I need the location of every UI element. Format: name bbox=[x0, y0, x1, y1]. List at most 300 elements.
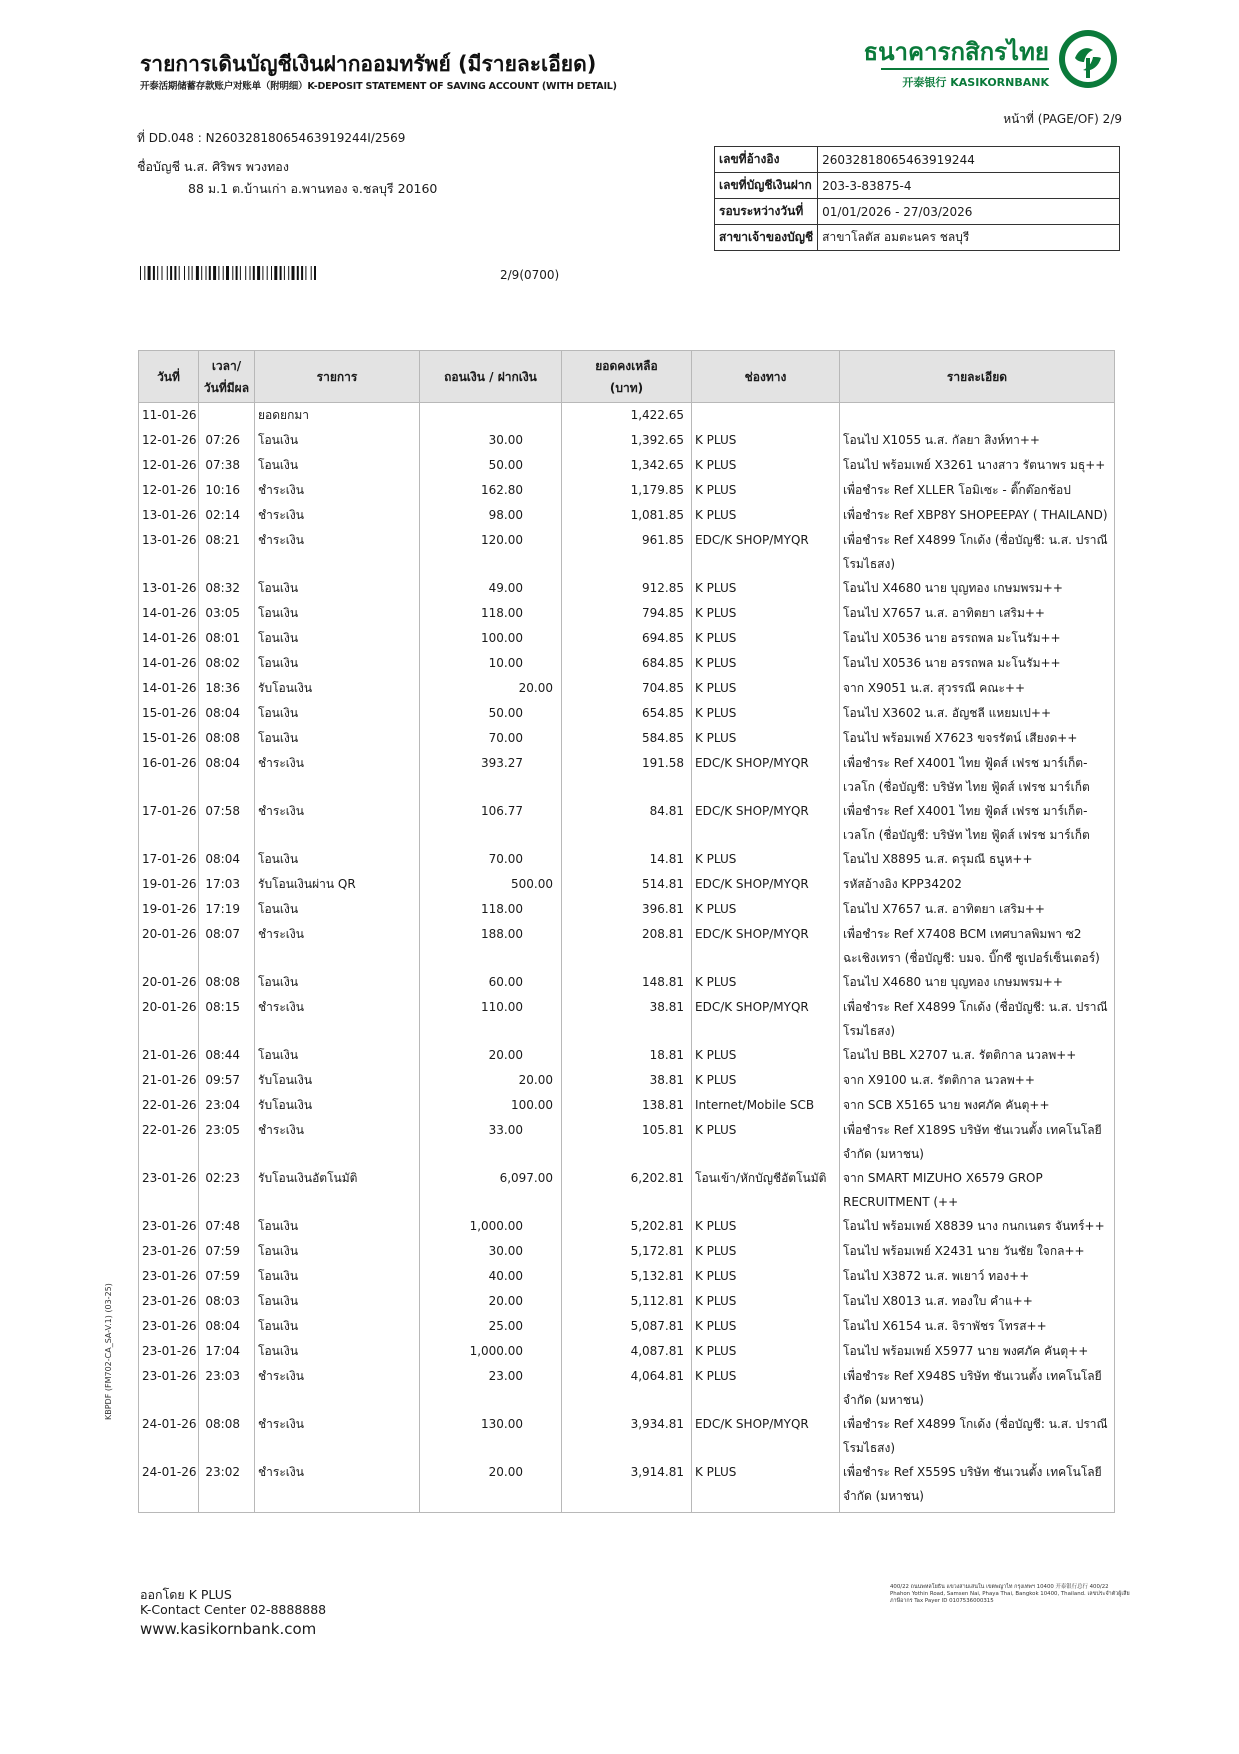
cell-detail: รหัสอ้างอิง KPP34202 bbox=[840, 872, 1115, 897]
cell-time: 08:32 bbox=[199, 576, 255, 601]
issued-by: ออกโดย K PLUS bbox=[140, 1587, 232, 1602]
cell-channel: EDC/K SHOP/MYQR bbox=[692, 872, 840, 897]
table-row bbox=[139, 1239, 1115, 1264]
cell-balance: 84.81 bbox=[562, 799, 692, 847]
cell-channel: EDC/K SHOP/MYQR bbox=[692, 528, 840, 576]
table-row bbox=[139, 1314, 1115, 1339]
cell-description: โอนเงิน bbox=[255, 1214, 420, 1239]
cell-amount: 49.00 bbox=[420, 576, 562, 601]
cell-description: โอนเงิน bbox=[255, 1264, 420, 1289]
cell-description: ชำระเงิน bbox=[255, 995, 420, 1043]
cell-amount: 50.00 bbox=[420, 701, 562, 726]
cell-description: รับโอนเงิน bbox=[255, 676, 420, 701]
cell-balance: 148.81 bbox=[562, 970, 692, 995]
cell-detail: โอนไป X8013 น.ส. ทองใบ คำแ++ bbox=[840, 1289, 1115, 1314]
table-row bbox=[139, 453, 1115, 478]
logo-english-name: 开泰银行 KASIKORNBANK bbox=[902, 76, 1049, 89]
cell-amount: 30.00 bbox=[420, 1239, 562, 1264]
table-row bbox=[139, 1093, 1115, 1118]
cell-description: ชำระเงิน bbox=[255, 1118, 420, 1166]
cell-description: ชำระเงิน bbox=[255, 922, 420, 970]
cell-time: 08:07 bbox=[199, 922, 255, 970]
table-row bbox=[139, 478, 1115, 503]
cell-amount: 50.00 bbox=[420, 453, 562, 478]
cell-balance: 5,087.81 bbox=[562, 1314, 692, 1339]
table-row bbox=[139, 528, 1115, 576]
cell-date: 23-01-26 bbox=[139, 1289, 199, 1314]
cell-date: 19-01-26 bbox=[139, 897, 199, 922]
cell-date: 19-01-26 bbox=[139, 872, 199, 897]
cell-balance: 5,112.81 bbox=[562, 1289, 692, 1314]
cell-channel: K PLUS bbox=[692, 1289, 840, 1314]
cell-channel: K PLUS bbox=[692, 651, 840, 676]
header-description: รายการ bbox=[255, 351, 420, 403]
info-value: สาขาโลตัส อมตะนคร ชลบุรี bbox=[818, 225, 1120, 251]
cell-channel: K PLUS bbox=[692, 970, 840, 995]
cell-time: 08:04 bbox=[199, 751, 255, 799]
cell-amount: 500.00 bbox=[420, 872, 562, 897]
cell-amount: 110.00 bbox=[420, 995, 562, 1043]
cell-description: ชำระเงิน bbox=[255, 478, 420, 503]
cell-amount: 120.00 bbox=[420, 528, 562, 576]
cell-description: ชำระเงิน bbox=[255, 751, 420, 799]
cell-date: 20-01-26 bbox=[139, 922, 199, 970]
cell-time: 02:14 bbox=[199, 503, 255, 528]
cell-time: 08:15 bbox=[199, 995, 255, 1043]
cell-balance: 1,342.65 bbox=[562, 453, 692, 478]
cell-channel: K PLUS bbox=[692, 601, 840, 626]
cell-detail: โอนไป พร้อมเพย์ X3261 นางสาว รัตนาพร มธุ++ bbox=[840, 453, 1115, 478]
table-row bbox=[139, 428, 1115, 453]
table-row bbox=[139, 922, 1115, 970]
cell-date: 23-01-26 bbox=[139, 1314, 199, 1339]
cell-channel: K PLUS bbox=[692, 897, 840, 922]
cell-time: 23:05 bbox=[199, 1118, 255, 1166]
cell-time: 07:38 bbox=[199, 453, 255, 478]
cell-description: ชำระเงิน bbox=[255, 1460, 420, 1513]
cell-detail: โอนไป X4680 นาย บุญทอง เกษมพรม++ bbox=[840, 970, 1115, 995]
cell-amount: 20.00 bbox=[420, 1460, 562, 1513]
table-row bbox=[139, 626, 1115, 651]
cell-channel: EDC/K SHOP/MYQR bbox=[692, 995, 840, 1043]
table-row bbox=[139, 1264, 1115, 1289]
table-row bbox=[139, 576, 1115, 601]
cell-amount: 70.00 bbox=[420, 847, 562, 872]
cell-balance: 514.81 bbox=[562, 872, 692, 897]
kbank-emblem-icon bbox=[1057, 28, 1119, 90]
cell-amount: 100.00 bbox=[420, 1093, 562, 1118]
header-detail: รายละเอียด bbox=[840, 351, 1115, 403]
cell-channel: EDC/K SHOP/MYQR bbox=[692, 751, 840, 799]
cell-detail: โอนไป X6154 น.ส. จิราพัชร โทรส++ bbox=[840, 1314, 1115, 1339]
cell-detail: เพื่อชำระ Ref X4899 โกเด้ง (ชื่อบัญชี: น.ส. ปราณี โรมไธสง) bbox=[840, 995, 1115, 1043]
cell-detail bbox=[840, 403, 1115, 429]
cell-balance: 38.81 bbox=[562, 995, 692, 1043]
cell-time: 08:21 bbox=[199, 528, 255, 576]
cell-amount: 118.00 bbox=[420, 601, 562, 626]
barcode-number: 2/9(0700) bbox=[500, 268, 560, 282]
cell-channel: K PLUS bbox=[692, 726, 840, 751]
cell-balance: 38.81 bbox=[562, 1068, 692, 1093]
cell-balance: 694.85 bbox=[562, 626, 692, 651]
cell-description: โอนเงิน bbox=[255, 453, 420, 478]
table-row bbox=[139, 726, 1115, 751]
cell-description: โอนเงิน bbox=[255, 726, 420, 751]
cell-description: ชำระเงิน bbox=[255, 503, 420, 528]
cell-channel: K PLUS bbox=[692, 428, 840, 453]
cell-amount: 130.00 bbox=[420, 1412, 562, 1460]
cell-detail: เพื่อชำระ Ref X4899 โกเด้ง (ชื่อบัญชี: น.ส. ปราณี โรมไธสง) bbox=[840, 1412, 1115, 1460]
page-indicator: หน้าที่ (PAGE/OF) 2/9 bbox=[1003, 112, 1122, 126]
table-row bbox=[139, 1068, 1115, 1093]
cell-amount: 188.00 bbox=[420, 922, 562, 970]
cell-time: 17:19 bbox=[199, 897, 255, 922]
cell-channel: K PLUS bbox=[692, 1214, 840, 1239]
table-row bbox=[139, 701, 1115, 726]
transaction-rows bbox=[139, 403, 1115, 1513]
cell-date: 17-01-26 bbox=[139, 847, 199, 872]
cell-balance: 6,202.81 bbox=[562, 1166, 692, 1214]
cell-date: 12-01-26 bbox=[139, 453, 199, 478]
statement-title: รายการเดินบัญชีเงินฝากออมทรัพย์ (มีรายละเอียด) bbox=[140, 52, 597, 76]
cell-time: 23:03 bbox=[199, 1364, 255, 1412]
cell-channel: K PLUS bbox=[692, 847, 840, 872]
cell-amount: 70.00 bbox=[420, 726, 562, 751]
cell-description: ชำระเงิน bbox=[255, 1412, 420, 1460]
cell-detail: จาก SMART MIZUHO X6579 GROP RECRUITMENT (++ bbox=[840, 1166, 1115, 1214]
cell-date: 11-01-26 bbox=[139, 403, 199, 429]
cell-channel: EDC/K SHOP/MYQR bbox=[692, 922, 840, 970]
cell-description: โอนเงิน bbox=[255, 651, 420, 676]
cell-balance: 3,914.81 bbox=[562, 1460, 692, 1513]
cell-description: โอนเงิน bbox=[255, 897, 420, 922]
cell-amount: 20.00 bbox=[420, 1068, 562, 1093]
table-row bbox=[139, 1118, 1115, 1166]
cell-date: 23-01-26 bbox=[139, 1239, 199, 1264]
cell-time: 08:04 bbox=[199, 1314, 255, 1339]
header-time: เวลา/ วันที่มีผล bbox=[199, 351, 255, 403]
cell-date: 24-01-26 bbox=[139, 1460, 199, 1513]
cell-description: โอนเงิน bbox=[255, 576, 420, 601]
cell-date: 24-01-26 bbox=[139, 1412, 199, 1460]
info-value: 203-3-83875-4 bbox=[818, 173, 1120, 199]
cell-balance: 1,179.85 bbox=[562, 478, 692, 503]
transaction-table bbox=[138, 350, 1115, 1513]
cell-time: 08:04 bbox=[199, 701, 255, 726]
cell-date: 12-01-26 bbox=[139, 478, 199, 503]
cell-balance: 794.85 bbox=[562, 601, 692, 626]
cell-balance: 584.85 bbox=[562, 726, 692, 751]
cell-channel: K PLUS bbox=[692, 1264, 840, 1289]
cell-description: โอนเงิน bbox=[255, 1043, 420, 1068]
cell-channel: K PLUS bbox=[692, 1314, 840, 1339]
cell-channel: Internet/Mobile SCB bbox=[692, 1093, 840, 1118]
cell-balance: 684.85 bbox=[562, 651, 692, 676]
cell-amount: 393.27 bbox=[420, 751, 562, 799]
cell-time bbox=[199, 403, 255, 429]
account-address: 88 ม.1 ต.บ้านเก่า อ.พานทอง จ.ชลบุรี 20160 bbox=[188, 181, 438, 196]
cell-channel: K PLUS bbox=[692, 453, 840, 478]
cell-time: 18:36 bbox=[199, 676, 255, 701]
cell-description: โอนเงิน bbox=[255, 428, 420, 453]
table-row bbox=[139, 1364, 1115, 1412]
cell-detail: จาก X9051 น.ส. สุวรรณี คณะ++ bbox=[840, 676, 1115, 701]
info-value: 26032818065463919244 bbox=[818, 147, 1120, 173]
info-row bbox=[715, 225, 1120, 251]
cell-balance: 1,422.65 bbox=[562, 403, 692, 429]
cell-description: รับโอนเงิน bbox=[255, 1093, 420, 1118]
cell-amount: 106.77 bbox=[420, 799, 562, 847]
cell-channel: K PLUS bbox=[692, 1043, 840, 1068]
cell-channel: K PLUS bbox=[692, 1118, 840, 1166]
cell-time: 08:02 bbox=[199, 651, 255, 676]
cell-balance: 654.85 bbox=[562, 701, 692, 726]
cell-date: 21-01-26 bbox=[139, 1068, 199, 1093]
cell-time: 02:23 bbox=[199, 1166, 255, 1214]
cell-detail: จาก SCB X5165 นาย พงศภัค คันตุ++ bbox=[840, 1093, 1115, 1118]
cell-detail: โอนไป X4680 นาย บุญทอง เกษมพรม++ bbox=[840, 576, 1115, 601]
barcode-icon bbox=[140, 266, 388, 280]
cell-date: 21-01-26 bbox=[139, 1043, 199, 1068]
cell-detail: โอนไป X1055 น.ส. กัลยา สิงห์ทา++ bbox=[840, 428, 1115, 453]
cell-balance: 4,087.81 bbox=[562, 1339, 692, 1364]
cell-date: 17-01-26 bbox=[139, 799, 199, 847]
table-row bbox=[139, 1043, 1115, 1068]
cell-date: 13-01-26 bbox=[139, 576, 199, 601]
cell-channel: K PLUS bbox=[692, 1068, 840, 1093]
cell-description: โอนเงิน bbox=[255, 626, 420, 651]
cell-description: ยอดยกมา bbox=[255, 403, 420, 429]
table-row bbox=[139, 1289, 1115, 1314]
cell-date: 14-01-26 bbox=[139, 676, 199, 701]
info-row bbox=[715, 173, 1120, 199]
cell-amount bbox=[420, 403, 562, 429]
cell-amount: 60.00 bbox=[420, 970, 562, 995]
kasikornbank-logo bbox=[863, 28, 1119, 96]
logo-thai-name: ธนาคารกสิกรไทย bbox=[863, 38, 1049, 66]
cell-amount: 1,000.00 bbox=[420, 1339, 562, 1364]
cell-date: 13-01-26 bbox=[139, 528, 199, 576]
cell-time: 08:01 bbox=[199, 626, 255, 651]
cell-channel: EDC/K SHOP/MYQR bbox=[692, 1412, 840, 1460]
cell-detail: โอนไป BBL X2707 น.ส. รัตติกาล นวลพ++ bbox=[840, 1043, 1115, 1068]
info-row bbox=[715, 147, 1120, 173]
cell-description: โอนเงิน bbox=[255, 847, 420, 872]
cell-date: 15-01-26 bbox=[139, 701, 199, 726]
cell-balance: 1,081.85 bbox=[562, 503, 692, 528]
cell-time: 08:04 bbox=[199, 847, 255, 872]
cell-detail: เพื่อชำระ Ref X189S บริษัท ชันเวนตั้ง เทคโนโลยี จำกัด (มหาชน) bbox=[840, 1118, 1115, 1166]
cell-detail: โอนไป X8895 น.ส. ดรุมณี ธนูห++ bbox=[840, 847, 1115, 872]
cell-date: 20-01-26 bbox=[139, 970, 199, 995]
cell-amount: 162.80 bbox=[420, 478, 562, 503]
cell-amount: 98.00 bbox=[420, 503, 562, 528]
document-ref-number: ที่ DD.048 : N2603281806546391924​4I/2569 bbox=[137, 131, 406, 145]
account-name: ชื่อบัญชี น.ส. ศิริพร พวงทอง bbox=[137, 159, 289, 174]
contact-center: K-Contact Center 02-8888888 bbox=[140, 1602, 327, 1617]
table-row bbox=[139, 1214, 1115, 1239]
account-info-box bbox=[714, 146, 1120, 251]
cell-detail: เพื่อชำระ Ref X7408 BCM เทศบาลพิมพา ซ2 ฉะเชิงเทรา (ชื่อบัญชี: บมจ. บิ๊กซี ซูเปอร์เซ็นเตอร์) bbox=[840, 922, 1115, 970]
cell-description: โอนเงิน bbox=[255, 701, 420, 726]
cell-date: 14-01-26 bbox=[139, 651, 199, 676]
cell-time: 07:48 bbox=[199, 1214, 255, 1239]
cell-balance: 704.85 bbox=[562, 676, 692, 701]
info-label: เลขที่อ้างอิง bbox=[715, 147, 818, 173]
cell-date: 23-01-26 bbox=[139, 1364, 199, 1412]
cell-time: 23:04 bbox=[199, 1093, 255, 1118]
cell-detail: โอนไป X7657 น.ส. อาทิตยา เสริม++ bbox=[840, 601, 1115, 626]
cell-detail: เพื่อชำระ Ref X948S บริษัท ชันเวนตั้ง เทคโนโลยี จำกัด (มหาชน) bbox=[840, 1364, 1115, 1412]
cell-date: 23-01-26 bbox=[139, 1339, 199, 1364]
cell-detail: เพื่อชำระ Ref XBP8Y SHOPEEPAY ( THAILAND) bbox=[840, 503, 1115, 528]
cell-description: โอนเงิน bbox=[255, 1289, 420, 1314]
table-row bbox=[139, 897, 1115, 922]
cell-time: 08:44 bbox=[199, 1043, 255, 1068]
cell-balance: 4,064.81 bbox=[562, 1364, 692, 1412]
table-row bbox=[139, 1460, 1115, 1513]
cell-channel: K PLUS bbox=[692, 1239, 840, 1264]
table-row bbox=[139, 995, 1115, 1043]
cell-amount: 23.00 bbox=[420, 1364, 562, 1412]
cell-description: โอนเงิน bbox=[255, 970, 420, 995]
cell-date: 22-01-26 bbox=[139, 1093, 199, 1118]
cell-channel: K PLUS bbox=[692, 1339, 840, 1364]
cell-amount: 20.00 bbox=[420, 1289, 562, 1314]
cell-time: 07:59 bbox=[199, 1239, 255, 1264]
cell-date: 12-01-26 bbox=[139, 428, 199, 453]
table-row bbox=[139, 872, 1115, 897]
cell-time: 23:02 bbox=[199, 1460, 255, 1513]
cell-date: 23-01-26 bbox=[139, 1214, 199, 1239]
cell-detail: โอนไป X0536 นาย อรรถพล มะโนรัม++ bbox=[840, 626, 1115, 651]
cell-channel bbox=[692, 403, 840, 429]
cell-channel: K PLUS bbox=[692, 576, 840, 601]
cell-time: 07:26 bbox=[199, 428, 255, 453]
cell-detail: เพื่อชำระ Ref XLLER โอมิเซะ - ติ๊กต๊อกช้อป bbox=[840, 478, 1115, 503]
cell-balance: 3,934.81 bbox=[562, 1412, 692, 1460]
cell-time: 17:04 bbox=[199, 1339, 255, 1364]
cell-channel: K PLUS bbox=[692, 1364, 840, 1412]
cell-detail: เพื่อชำระ Ref X4001 ไทย ฟู้ดส์ เฟรช มาร์เก็ต-เวลโก (ชื่อบัญชี: บริษัท ไทย ฟู้ดส์ เฟรช มาร์เก็ต bbox=[840, 751, 1115, 799]
cell-time: 09:57 bbox=[199, 1068, 255, 1093]
cell-time: 17:03 bbox=[199, 872, 255, 897]
cell-detail: โอนไป พร้อมเพย์ X7623 ขจรรัตน์ เสียงด++ bbox=[840, 726, 1115, 751]
cell-date: 14-01-26 bbox=[139, 626, 199, 651]
cell-detail: เพื่อชำระ Ref X4001 ไทย ฟู้ดส์ เฟรช มาร์เก็ต-เวลโก (ชื่อบัญชี: บริษัท ไทย ฟู้ดส์ เฟรช มาร์เก็ต bbox=[840, 799, 1115, 847]
cell-detail: โอนไป X7657 น.ส. อาทิตยา เสริม++ bbox=[840, 897, 1115, 922]
cell-description: รับโอนเงินผ่าน QR bbox=[255, 872, 420, 897]
table-row bbox=[139, 751, 1115, 799]
table-row bbox=[139, 1339, 1115, 1364]
cell-amount: 33.00 bbox=[420, 1118, 562, 1166]
cell-amount: 118.00 bbox=[420, 897, 562, 922]
table-header-row bbox=[139, 351, 1115, 403]
cell-detail: จาก X9100 น.ส. รัตติกาล นวลพ++ bbox=[840, 1068, 1115, 1093]
table-row bbox=[139, 651, 1115, 676]
table-row bbox=[139, 503, 1115, 528]
cell-balance: 208.81 bbox=[562, 922, 692, 970]
cell-balance: 191.58 bbox=[562, 751, 692, 799]
table-row bbox=[139, 676, 1115, 701]
cell-time: 08:08 bbox=[199, 726, 255, 751]
cell-time: 03:05 bbox=[199, 601, 255, 626]
cell-balance: 105.81 bbox=[562, 1118, 692, 1166]
header-date: วันที่ bbox=[139, 351, 199, 403]
info-label: รอบระหว่างวันที่ bbox=[715, 199, 818, 225]
cell-detail: โอนไป พร้อมเพย์ X2431 นาย วันชัย ใจกล++ bbox=[840, 1239, 1115, 1264]
cell-balance: 14.81 bbox=[562, 847, 692, 872]
cell-description: ชำระเงิน bbox=[255, 799, 420, 847]
cell-date: 13-01-26 bbox=[139, 503, 199, 528]
info-label: สาขาเจ้าของบัญชี bbox=[715, 225, 818, 251]
cell-date: 20-01-26 bbox=[139, 995, 199, 1043]
bank-address-fineprint: 400/22 ถนนพหลโยธิน แขวงสามเสนใน เขตพญาไท กรุงเทพฯ 10400 开泰银行总行 400/22 Phahon Yothin Road, Samsen Nai, Phaya Thai, Bangkok 10400, Thailand. เลขประจำตัวผู้เสียภาษีอากร Tax Payer ID 0107536000315 bbox=[890, 1584, 1130, 1604]
cell-balance: 138.81 bbox=[562, 1093, 692, 1118]
cell-channel: K PLUS bbox=[692, 1460, 840, 1513]
form-code: KBPDF (FM702-CA_SA-V.1) (03-25) bbox=[104, 1283, 113, 1420]
cell-channel: โอนเข้า/หักบัญชีอัตโนมัติ bbox=[692, 1166, 840, 1214]
cell-description: รับโอนเงิน bbox=[255, 1068, 420, 1093]
header-balance: ยอดคงเหลือ (บาท) bbox=[562, 351, 692, 403]
info-value: 01/01/2026 - 27/03/2026 bbox=[818, 199, 1120, 225]
cell-amount: 40.00 bbox=[420, 1264, 562, 1289]
cell-amount: 20.00 bbox=[420, 676, 562, 701]
cell-detail: โอนไป X3872 น.ส. พเยาว์ ทอง++ bbox=[840, 1264, 1115, 1289]
header-amount: ถอนเงิน / ฝากเงิน bbox=[420, 351, 562, 403]
cell-balance: 912.85 bbox=[562, 576, 692, 601]
cell-channel: K PLUS bbox=[692, 478, 840, 503]
cell-time: 08:03 bbox=[199, 1289, 255, 1314]
cell-channel: K PLUS bbox=[692, 676, 840, 701]
cell-detail: เพื่อชำระ Ref X559S บริษัท ชันเวนตั้ง เทคโนโลยี จำกัด (มหาชน) bbox=[840, 1460, 1115, 1513]
cell-balance: 396.81 bbox=[562, 897, 692, 922]
cell-description: โอนเงิน bbox=[255, 1239, 420, 1264]
cell-date: 23-01-26 bbox=[139, 1264, 199, 1289]
cell-balance: 961.85 bbox=[562, 528, 692, 576]
logo-underline bbox=[881, 68, 1049, 70]
cell-date: 15-01-26 bbox=[139, 726, 199, 751]
cell-date: 16-01-26 bbox=[139, 751, 199, 799]
cell-date: 23-01-26 bbox=[139, 1166, 199, 1214]
cell-description: ชำระเงิน bbox=[255, 1364, 420, 1412]
table-row bbox=[139, 1166, 1115, 1214]
cell-balance: 1,392.65 bbox=[562, 428, 692, 453]
header-channel: ช่องทาง bbox=[692, 351, 840, 403]
cell-detail: โอนไป พร้อมเพย์ X8839 นาง กนกเนตร จันทร์++ bbox=[840, 1214, 1115, 1239]
cell-detail: เพื่อชำระ Ref X4899 โกเด้ง (ชื่อบัญชี: น.ส. ปราณี โรมไธสง) bbox=[840, 528, 1115, 576]
info-row bbox=[715, 199, 1120, 225]
cell-amount: 30.00 bbox=[420, 428, 562, 453]
cell-amount: 6,097.00 bbox=[420, 1166, 562, 1214]
cell-description: โอนเงิน bbox=[255, 601, 420, 626]
cell-amount: 10.00 bbox=[420, 651, 562, 676]
table-row bbox=[139, 970, 1115, 995]
cell-description: รับโอนเงินอัตโนมัติ bbox=[255, 1166, 420, 1214]
bank-website: www.kasikornbank.com bbox=[140, 1620, 317, 1638]
cell-balance: 5,172.81 bbox=[562, 1239, 692, 1264]
info-label: เลขที่บัญชีเงินฝาก bbox=[715, 173, 818, 199]
cell-amount: 25.00 bbox=[420, 1314, 562, 1339]
cell-description: ชำระเงิน bbox=[255, 528, 420, 576]
cell-amount: 100.00 bbox=[420, 626, 562, 651]
cell-description: โอนเงิน bbox=[255, 1339, 420, 1364]
cell-balance: 5,202.81 bbox=[562, 1214, 692, 1239]
cell-channel: EDC/K SHOP/MYQR bbox=[692, 799, 840, 847]
cell-time: 08:08 bbox=[199, 970, 255, 995]
table-row bbox=[139, 601, 1115, 626]
table-row bbox=[139, 403, 1115, 429]
